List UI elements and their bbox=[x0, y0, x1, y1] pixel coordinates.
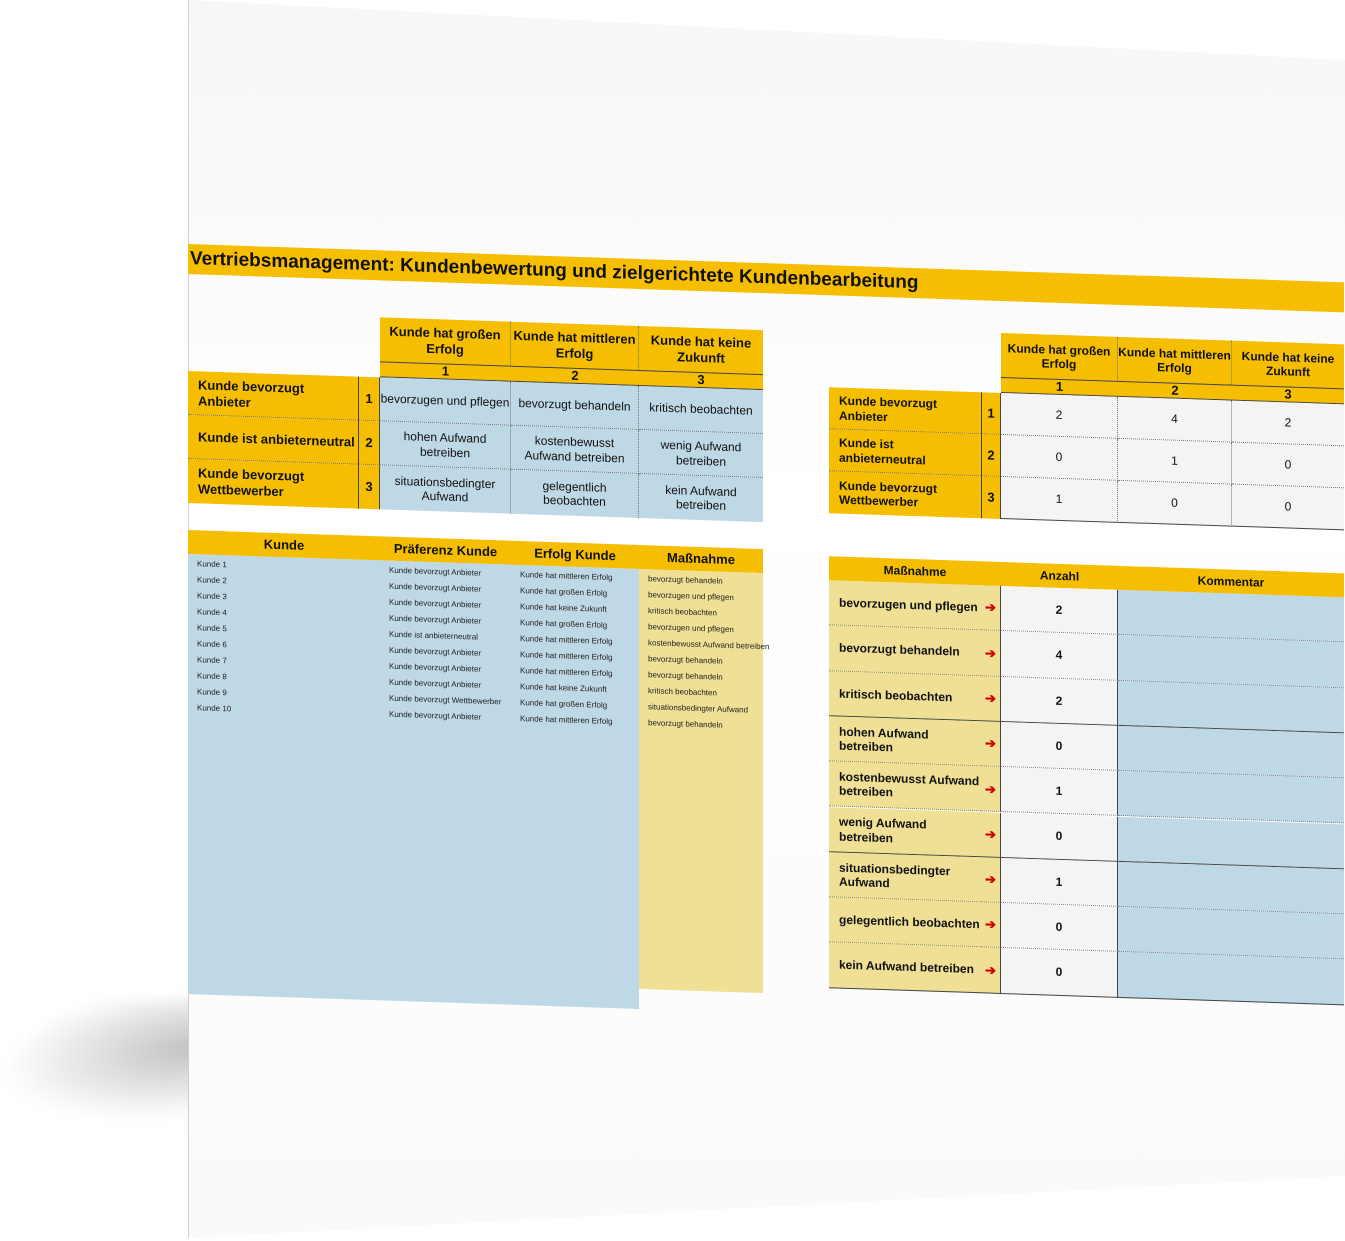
customer-success: Kunde hat großen Erfolg bbox=[520, 618, 608, 630]
summary-row-comment-field[interactable] bbox=[1118, 862, 1344, 915]
matrix-left-cell-2-1: hohen Aufwand betreiben bbox=[380, 421, 511, 469]
summary-row-comment-field[interactable] bbox=[1118, 635, 1344, 688]
arrow-right-icon: ➔ bbox=[981, 812, 1001, 858]
arrow-right-icon: ➔ bbox=[981, 631, 1001, 677]
summary-row-comment-field[interactable] bbox=[1118, 771, 1344, 824]
customer-list-header-praeferenz: Präferenz Kunde bbox=[380, 536, 511, 564]
customer-success: Kunde hat mittleren Erfolg bbox=[520, 634, 613, 647]
matrix-right-cell-1-2: 4 bbox=[1118, 397, 1232, 443]
matrix-left-row-header-3: Kunde bevorzugt Wettbewerber bbox=[188, 459, 358, 509]
summary-row-comment-field[interactable] bbox=[1118, 680, 1344, 733]
summary-row-count: 0 bbox=[1001, 903, 1118, 952]
arrow-right-icon: ➔ bbox=[981, 948, 1001, 994]
customer-measure: bevorzugt behandeln bbox=[648, 574, 723, 586]
customer-preference: Kunde bevorzugt Wettbewerber bbox=[389, 693, 502, 707]
summary-row-count: 4 bbox=[1001, 631, 1118, 680]
summary-row-count: 1 bbox=[1001, 858, 1118, 907]
customer-preference: Kunde bevorzugt Anbieter bbox=[389, 565, 482, 578]
matrix-right-col-number-2: 2 bbox=[1118, 381, 1232, 401]
summary-row-label: bevorzugen und pflegen bbox=[829, 580, 981, 630]
summary-row-label: situationsbedingter Aufwand bbox=[829, 852, 981, 902]
customer-name: Kunde 2 bbox=[197, 575, 227, 586]
customer-name: Kunde 9 bbox=[197, 687, 227, 698]
arrow-right-icon: ➔ bbox=[981, 721, 1001, 767]
summary-row-comment-field[interactable] bbox=[1118, 952, 1344, 1005]
customer-success: Kunde hat großen Erfolg bbox=[520, 698, 608, 710]
customer-preference: Kunde bevorzugt Anbieter bbox=[389, 677, 482, 690]
matrix-left-col-header-2: Kunde hat mittleren Erfolg bbox=[511, 322, 639, 370]
matrix-right-cell-1-3: 2 bbox=[1232, 401, 1344, 447]
matrix-right-cell-2-3: 0 bbox=[1232, 443, 1344, 489]
customer-success: Kunde hat mittleren Erfolg bbox=[520, 666, 613, 679]
customer-measure: bevorzugt behandeln bbox=[648, 654, 723, 666]
customer-measure: kritisch beobachten bbox=[648, 606, 717, 618]
customer-name: Kunde 6 bbox=[197, 639, 227, 650]
summary-row-count: 0 bbox=[1001, 722, 1118, 771]
matrix-left-cell-1-1: bevorzugen und pflegen bbox=[380, 377, 511, 425]
summary-row-count: 1 bbox=[1001, 767, 1118, 816]
matrix-left-col-header-1: Kunde hat großen Erfolg bbox=[380, 317, 511, 365]
arrow-right-icon: ➔ bbox=[981, 902, 1001, 948]
sheet-content bbox=[188, 244, 1344, 1042]
customer-success: Kunde hat mittleren Erfolg bbox=[520, 714, 613, 727]
matrix-left-cell-1-2: bevorzugt behandeln bbox=[511, 382, 639, 430]
matrix-left-row-number-3: 3 bbox=[358, 465, 380, 510]
customer-measure: situationsbedingter Aufwand bbox=[648, 702, 749, 715]
summary-row-count: 2 bbox=[1001, 586, 1118, 635]
summary-row-label: hohen Aufwand betreiben bbox=[829, 716, 981, 766]
customer-name: Kunde 10 bbox=[197, 703, 232, 714]
matrix-right-cell-3-3: 0 bbox=[1232, 485, 1344, 531]
summary-row-comment-field[interactable] bbox=[1118, 907, 1344, 960]
matrix-right-row-number-3: 3 bbox=[981, 476, 1001, 519]
arrow-right-icon: ➔ bbox=[981, 766, 1001, 812]
matrix-right-col-header-3: Kunde hat keine Zukunft bbox=[1232, 341, 1344, 389]
matrix-right-row-header-3: Kunde bevorzugt Wettbewerber bbox=[829, 471, 981, 518]
matrix-right-col-header-1: Kunde hat großen Erfolg bbox=[1001, 333, 1118, 381]
customer-list-header-erfolg: Erfolg Kunde bbox=[511, 541, 639, 569]
matrix-right-cell-3-1: 1 bbox=[1001, 477, 1118, 523]
customer-name: Kunde 1 bbox=[197, 559, 227, 570]
customer-preference: Kunde bevorzugt Anbieter bbox=[389, 645, 482, 658]
summary-row-count: 2 bbox=[1001, 677, 1118, 726]
matrix-left-row-header-2: Kunde ist anbieterneutral bbox=[188, 415, 358, 465]
matrix-left-col-number-3: 3 bbox=[639, 370, 763, 390]
customer-list-header-massnahme: Maßnahme bbox=[639, 545, 763, 573]
matrix-right-col-number-3: 3 bbox=[1232, 385, 1344, 405]
matrix-right-cell-2-1: 0 bbox=[1001, 435, 1118, 481]
customer-success: Kunde hat keine Zukunft bbox=[520, 682, 607, 694]
summary-row-count: 0 bbox=[1001, 812, 1118, 861]
customer-measure: bevorzugen und pflegen bbox=[648, 590, 734, 603]
arrow-right-icon: ➔ bbox=[981, 857, 1001, 903]
page-title: Vertriebsmanagement: Kundenbewertung und zielgerichtete Kundenbearbeitung bbox=[190, 248, 919, 294]
summary-header-massnahme: Maßnahme bbox=[829, 556, 1001, 586]
matrix-right-col-header-2: Kunde hat mittleren Erfolg bbox=[1118, 337, 1232, 385]
matrix-left-col-number-2: 2 bbox=[511, 366, 639, 386]
summary-row-label: kostenbewusst Aufwand betreiben bbox=[829, 761, 981, 811]
customer-measure: kritisch beobachten bbox=[648, 686, 717, 698]
customer-name: Kunde 4 bbox=[197, 607, 227, 618]
matrix-left-cell-2-3: wenig Aufwand betreiben bbox=[639, 430, 763, 478]
matrix-right-col-number-1: 1 bbox=[1001, 377, 1118, 397]
customer-list-header-kunde: Kunde bbox=[188, 530, 380, 560]
customer-name: Kunde 7 bbox=[197, 655, 227, 666]
customer-success: Kunde hat keine Zukunft bbox=[520, 602, 607, 614]
customer-preference: Kunde bevorzugt Anbieter bbox=[389, 581, 482, 594]
customer-name: Kunde 5 bbox=[197, 623, 227, 634]
matrix-left-cell-2-2: kostenbewusst Aufwand betreiben bbox=[511, 426, 639, 474]
matrix-right-row-number-2: 2 bbox=[981, 434, 1001, 477]
customer-preference: Kunde bevorzugt Anbieter bbox=[389, 661, 482, 674]
matrix-left-row-number-1: 1 bbox=[358, 377, 380, 422]
summary-row-comment-field[interactable] bbox=[1118, 816, 1344, 869]
matrix-left-cell-3-3: kein Aufwand betreiben bbox=[639, 474, 763, 522]
matrix-right-cell-2-2: 1 bbox=[1118, 439, 1232, 485]
customer-preference: Kunde bevorzugt Anbieter bbox=[389, 613, 482, 626]
customer-name: Kunde 8 bbox=[197, 671, 227, 682]
summary-header-anzahl: Anzahl bbox=[1001, 562, 1118, 590]
summary-row-label: kein Aufwand betreiben bbox=[829, 943, 981, 993]
customer-preference: Kunde ist anbieterneutral bbox=[389, 629, 478, 642]
matrix-right-row-number-1: 1 bbox=[981, 392, 1001, 435]
summary-row-label: gelegentlich beobachten bbox=[829, 897, 981, 947]
customer-measure: bevorzugt behandeln bbox=[648, 670, 723, 682]
arrow-right-icon: ➔ bbox=[981, 585, 1001, 631]
summary-header-kommentar: Kommentar bbox=[1118, 566, 1344, 597]
matrix-left-col-number-1: 1 bbox=[380, 361, 511, 381]
matrix-left-cell-3-1: situationsbedingter Aufwand bbox=[380, 465, 511, 513]
matrix-left-col-header-3: Kunde hat keine Zukunft bbox=[639, 326, 763, 374]
summary-row-comment-field[interactable] bbox=[1118, 590, 1344, 643]
customer-success: Kunde hat großen Erfolg bbox=[520, 586, 608, 598]
matrix-left-row-number-2: 2 bbox=[358, 421, 380, 466]
summary-row-label: kritisch beobachten bbox=[829, 671, 981, 721]
matrix-right-cell-3-2: 0 bbox=[1118, 481, 1232, 527]
arrow-right-icon: ➔ bbox=[981, 676, 1001, 722]
summary-row-comment-field[interactable] bbox=[1118, 726, 1344, 779]
summary-row-label: bevorzugt behandeln bbox=[829, 626, 981, 676]
customer-success: Kunde hat mittleren Erfolg bbox=[520, 570, 613, 583]
customer-preference: Kunde bevorzugt Anbieter bbox=[389, 709, 482, 722]
matrix-right-row-header-1: Kunde bevorzugt Anbieter bbox=[829, 387, 981, 434]
matrix-left-cell-1-3: kritisch beobachten bbox=[639, 386, 763, 434]
customer-measure: bevorzugt behandeln bbox=[648, 718, 723, 730]
customer-success: Kunde hat mittleren Erfolg bbox=[520, 650, 613, 663]
customer-measure: kostenbewusst Aufwand betreiben bbox=[648, 638, 770, 652]
customer-name: Kunde 3 bbox=[197, 591, 227, 602]
summary-row-label: wenig Aufwand betreiben bbox=[829, 807, 981, 857]
customer-measure: bevorzugen und pflegen bbox=[648, 622, 734, 635]
matrix-right-row-header-2: Kunde ist anbieterneutral bbox=[829, 429, 981, 476]
matrix-left-row-header-1: Kunde bevorzugt Anbieter bbox=[188, 371, 358, 421]
summary-row-count: 0 bbox=[1001, 948, 1118, 997]
matrix-right-cell-1-1: 2 bbox=[1001, 393, 1118, 439]
matrix-left-cell-3-2: gelegentlich beobachten bbox=[511, 470, 639, 518]
customer-preference: Kunde bevorzugt Anbieter bbox=[389, 597, 482, 610]
